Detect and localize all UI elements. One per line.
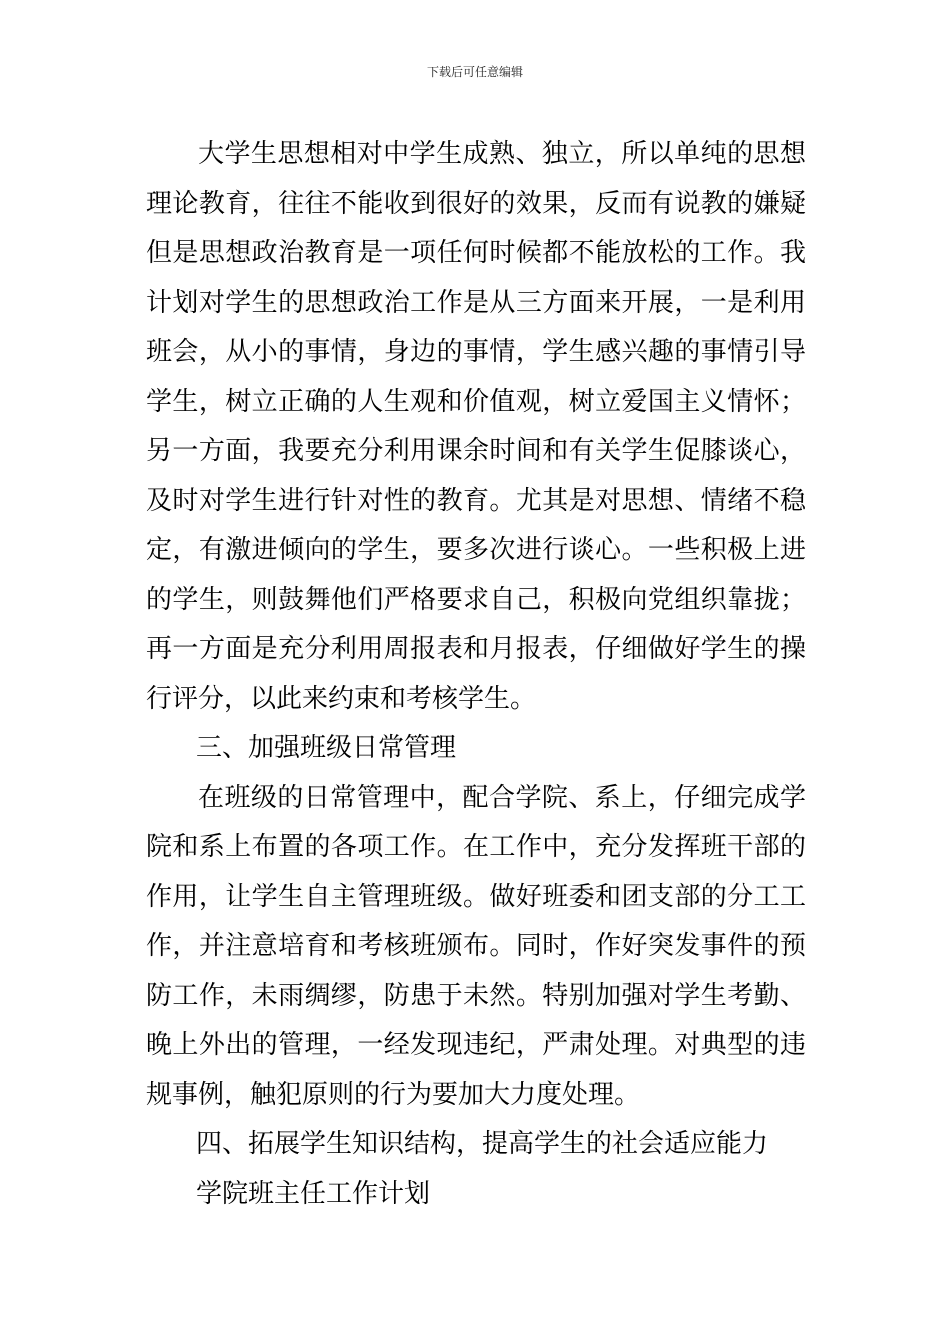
section-heading-three: 三、加强班级日常管理 xyxy=(196,733,457,763)
document-title-line: 学院班主任工作计划 xyxy=(196,1178,431,1209)
section-heading-four: 四、拓展学生知识结构，提高学生的社会适应能力 xyxy=(196,1129,769,1159)
paragraph-daily-management: 在班级的日常管理中，配合学院、系上，仔细完成学院和系上布置的各项工作。在工作中，充分发挥班干部的作用，让学生自主管理班级。做好班委和团支部的分工工作，并注意培育和考核班颁布。同时，作好突发事件的预防工作，未雨绸缪，防患于未然。特别加强对学生考勤、晚上外出的管理，一经发现违纪，严肃处理。对典型的违规事例，触犯原则的行为要加大力度处理。 xyxy=(146,782,806,1110)
document-body xyxy=(146,130,806,1219)
page-header: 下载后可任意编辑 xyxy=(426,65,523,79)
paragraph-ideology: 大学生思想相对中学生成熟、独立，所以单纯的思想理论教育，往往不能收到很好的效果，反而有说教的嫌疑但是思想政治教育是一项任何时候都不能放松的工作。我计划对学生的思想政治工作是从三方面来开展，一是利用班会，从小的事情，身边的事情，学生感兴趣的事情引导学生，树立正确的人生观和价值观，树立爱国主义情怀；另一方面，我要充分利用课余时间和有关学生促膝谈心，及时对学生进行针对性的教育。尤其是对思想、情绪不稳定，有激进倾向的学生，要多次进行谈心。一些积极上进的学生，则鼓舞他们严格要求自己，积极向党组织靠拢；再一方面是充分利用周报表和月报表，仔细做好学生的操行评分，以此来约束和考核学生。 xyxy=(146,139,806,714)
